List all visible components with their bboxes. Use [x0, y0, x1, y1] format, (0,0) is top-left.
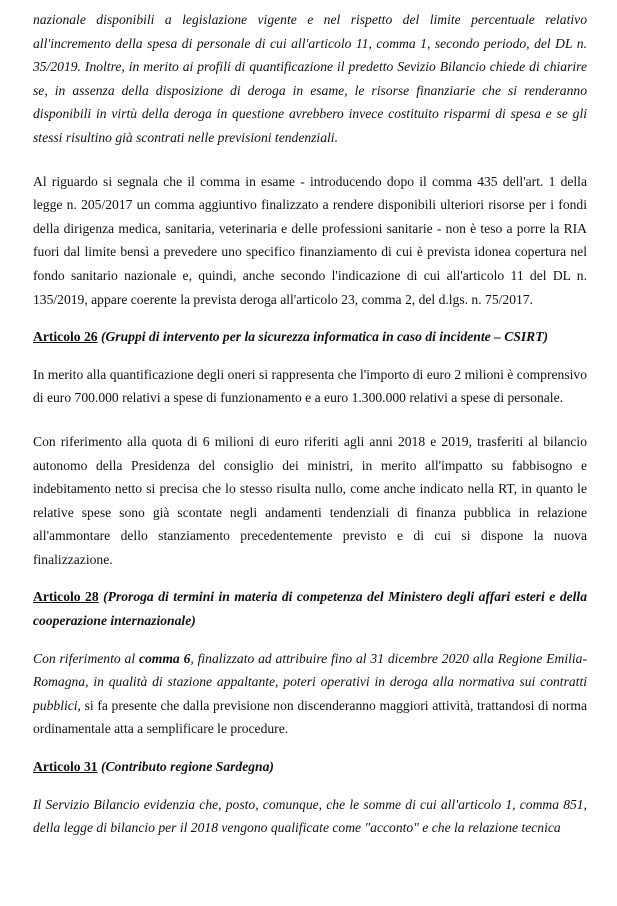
heading-articolo-26 [33, 325, 587, 349]
paragraph-intro: nazionale disponibili a legislazione vigente e nel rispetto del limite percentuale relativo all'incremento della spesa di personale di cui all'articolo 11, comma 1, secondo periodo, del DL n. 35/2019. Inoltre, in merito ai profili di quantificazione il predetto Sevizio Bilancio chiede di chiarire se, in assenza della disposizione di deroga in esame, le risorse finanziarie che si renderanno disponibili in virtù della deroga in questione avrebbero invece costituito risparmi di spesa e se gli stessi risultino già scontrati nelle previsioni tendenziali. [33, 12, 587, 145]
paragraph-comma-6-part-d: si fa presente che dalla previsione non discenderanno maggiori attività, trattandosi di norma ordinamentale atta a semplificare le procedure. [33, 697, 587, 737]
paragraph-comma-6 [33, 647, 587, 741]
paragraph-servizio-bilancio: Il Servizio Bilancio evidenzia che, posto, comunque, che le somme di cui all'articolo 1, comma 851, della legge di bilancio per il 2018 vengono qualificate come "acconto" e che la relazione tecnica [33, 796, 587, 836]
heading-articolo-28 [33, 585, 587, 632]
paragraph-oneri: In merito alla quantificazione degli oneri si rappresenta che l'importo di euro 2 milioni è comprensivo di euro 700.000 relativi a spese di funzionamento e a euro 1.300.000 relativi a spese di personale. [33, 366, 587, 406]
paragraph-al-riguardo: Al riguardo si segnala che il comma in esame - introducendo dopo il comma 435 dell'art. 1 della legge n. 205/2017 un comma aggiuntivo finalizzato a rendere disponibili ulteriori risorse per i fondi della dirigenza medica, sanitaria, veterinaria e delle professioni sanitarie - non è teso a porre la RIA fuori dal limite bensì a prevedere uno specifico finanziamento di cui è prevista idonea copertura nel fondo sanitario nazionale e, quindi, anche secondo l'indicazione di cui all'articolo 11 del DL n. 135/2019, appare coerente la prevista deroga all'articolo 23, comma 2, del d.lgs. n. 75/2017. [33, 173, 587, 307]
heading-articolo-31-title: (Contributo regione Sardegna) [97, 759, 274, 775]
heading-articolo-31 [33, 755, 587, 779]
heading-articolo-28-title: (Proroga di termini in materia di competenza del Ministero degli affari esteri e della cooperazione internazionale) [33, 589, 587, 629]
heading-articolo-26-number: Articolo 26 [33, 329, 98, 345]
paragraph-comma-6-part-c: , finalizzato ad attribuire fino al 31 dicembre 2020 alla Regione Emilia-Romagna, in qualità di stazione appaltante, poteri operativi in deroga alla normativa sui contratti pubblici, [33, 650, 587, 713]
heading-articolo-31-number: Articolo 31 [33, 759, 98, 775]
paragraph-quota: Con riferimento alla quota di 6 milioni di euro riferiti agli anni 2018 e 2019, trasferiti al bilancio autonomo della Presidenza del consiglio dei ministri, in merito all'impatto su fabbisogno e indebitamento netto si precisa che lo stesso risulta nullo, come anche indicato nella RT, in quanto le relative spese sono già scontate negli andamenti tendenziali di finanza pubblica in relazione all'ammontare dello stanziamento precedentemente previsto e di cui si dispone la nuova finalizzazione. [33, 433, 587, 567]
heading-articolo-28-number: Articolo 28 [33, 589, 99, 605]
heading-articolo-26-title: (Gruppi di intervento per la sicurezza informatica in caso di incidente – CSIRT) [97, 329, 549, 345]
paragraph-comma-6-part-b: comma 6 [138, 650, 191, 666]
paragraph-comma-6-part-a: Con riferimento al [33, 650, 139, 666]
